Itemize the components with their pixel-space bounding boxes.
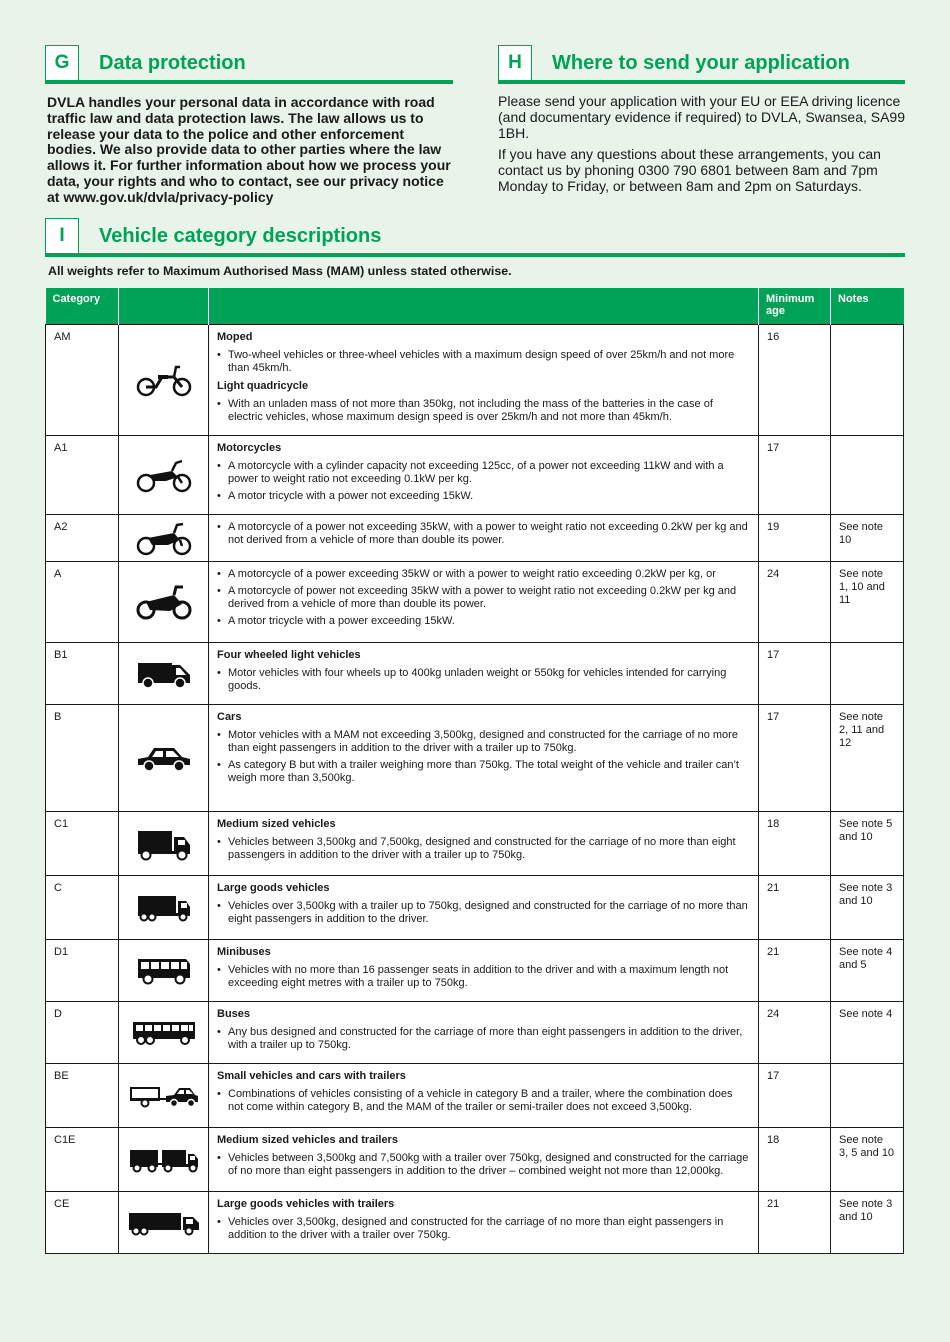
- description-item: • Vehicles with no more than 16 passenger seats in addition to the driver and with a maximum length not exceeding eight metres with a trailer up to 750kg.: [228, 964, 750, 990]
- section-i-title: Vehicle category descriptions: [99, 224, 382, 247]
- category-code: AM: [46, 325, 119, 436]
- category-notes: [831, 1064, 904, 1128]
- category-notes: [831, 643, 904, 705]
- description-list: [217, 568, 750, 628]
- minimum-age: 17: [759, 1064, 831, 1128]
- category-code: A1: [46, 436, 119, 515]
- description-item: • A motorcycle of a power not exceeding 35kW, with a power to weight ratio not exceeding 0.2kW per kg and not derived from a vehicle of more than double its power.: [228, 521, 750, 547]
- description-list: [217, 667, 750, 693]
- category-description: [209, 436, 759, 515]
- description-list: [217, 521, 750, 547]
- category-code: A: [46, 562, 119, 643]
- category-code: D1: [46, 940, 119, 1002]
- lorry-icon: [119, 876, 209, 940]
- description-item: • Vehicles between 3,500kg and 7,500kg with a trailer over 750kg, designed and constructed for the carriage of no more than eight passengers in addition to the driver – combined weight not more than 12,000kg.: [228, 1152, 750, 1178]
- category-description: [209, 812, 759, 876]
- description-item: • A motor tricycle with a power exceeding 15kW.: [228, 615, 750, 628]
- section-h-rule: [498, 80, 905, 84]
- category-notes: See note 4 and 5: [831, 940, 904, 1002]
- category-notes: See note 3 and 10: [831, 876, 904, 940]
- description-list: [217, 460, 750, 503]
- category-description: [209, 562, 759, 643]
- category-row-d1: [46, 940, 904, 1002]
- section-i-header: [45, 218, 381, 254]
- subcategory-title: Buses: [217, 1008, 251, 1020]
- category-row-c1e: [46, 1128, 904, 1192]
- table-header-row: [46, 288, 904, 325]
- subcategory-title: Small vehicles and cars with trailers: [217, 1070, 406, 1082]
- category-row-d: [46, 1002, 904, 1064]
- category-description: [209, 515, 759, 562]
- category-code: C1: [46, 812, 119, 876]
- minimum-age: 21: [759, 876, 831, 940]
- category-row-c1: [46, 812, 904, 876]
- minimum-age: 16: [759, 325, 831, 436]
- vehicle-category-table: [45, 288, 904, 1254]
- description-item: • A motorcycle of a power exceeding 35kW or with a power to weight ratio exceeding 0.2kW per kg, or: [228, 568, 750, 581]
- section-h-header: [498, 45, 850, 81]
- section-g-header: [45, 45, 246, 81]
- bus-icon: [119, 1002, 209, 1064]
- section-i-rule: [45, 253, 905, 257]
- category-description: [209, 705, 759, 812]
- category-row-c: [46, 876, 904, 940]
- category-notes: [831, 436, 904, 515]
- category-notes: See note 10: [831, 515, 904, 562]
- subcategory-title: Medium sized vehicles: [217, 818, 336, 830]
- description-item: • As category B but with a trailer weighing more than 750kg. The total weight of the vehicle and trailer can’t weigh more than 3,500kg.: [228, 759, 750, 785]
- moped-icon: [119, 325, 209, 436]
- header-icon: [119, 288, 209, 325]
- subcategory-title: Large goods vehicles: [217, 882, 330, 894]
- subcategory-title: Cars: [217, 711, 242, 723]
- category-code: B1: [46, 643, 119, 705]
- category-row-b1: [46, 643, 904, 705]
- category-notes: See note 3 and 10: [831, 1192, 904, 1254]
- category-row-b: [46, 705, 904, 812]
- description-list: [217, 349, 750, 375]
- section-g-rule: [45, 80, 453, 84]
- category-description: [209, 940, 759, 1002]
- description-list: [217, 964, 750, 990]
- category-row-a2: [46, 515, 904, 562]
- category-row-am: [46, 325, 904, 436]
- header-notes: Notes: [831, 288, 904, 325]
- category-description: [209, 876, 759, 940]
- category-description: [209, 1064, 759, 1128]
- car-icon: [119, 705, 209, 812]
- minimum-age: 17: [759, 643, 831, 705]
- description-item: • Vehicles between 3,500kg and 7,500kg, designed and constructed for the carriage of no more than eight passengers in addition to the driver with a trailer up to 750kg.: [228, 836, 750, 862]
- description-list: [217, 1088, 750, 1114]
- category-row-a1: [46, 436, 904, 515]
- description-item: • With an unladen mass of not more than 350kg, not including the mass of the batteries in the case of electric vehicles, whose maximum design speed is over 25km/h and not more than 45km/h.: [228, 398, 750, 424]
- description-item: • Motor vehicles with four wheels up to 400kg unladen weight or 550kg for vehicles intended for carrying goods.: [228, 667, 750, 693]
- category-code: C: [46, 876, 119, 940]
- minimum-age: 19: [759, 515, 831, 562]
- category-code: B: [46, 705, 119, 812]
- minimum-age: 17: [759, 436, 831, 515]
- send-application-text: [498, 94, 908, 201]
- section-h-letter: H: [498, 45, 532, 81]
- section-g-letter: G: [45, 45, 79, 81]
- description-item: • Combinations of vehicles consisting of a vehicle in category B and a trailer, where the combination does not come within category B, and the MAM of the trailer or semi-trailer does not exceed 3,500kg.: [228, 1088, 750, 1114]
- category-row-ce: [46, 1192, 904, 1254]
- minimum-age: 17: [759, 705, 831, 812]
- category-notes: See note 4: [831, 1002, 904, 1064]
- subcategory-title: Minibuses: [217, 946, 271, 958]
- minimum-age: 24: [759, 1002, 831, 1064]
- medium-lorry-icon: [119, 812, 209, 876]
- category-row-be: [46, 1064, 904, 1128]
- minimum-age: 21: [759, 1192, 831, 1254]
- category-notes: See note 2, 11 and 12: [831, 705, 904, 812]
- contact-paragraph: If you have any questions about these arrangements, you can contact us by phoning 0300 790 6801 between 8am and 7pm Monday to Friday, or between 8am and 2pm on Saturdays.: [498, 146, 881, 194]
- category-notes: [831, 325, 904, 436]
- minimum-age: 18: [759, 1128, 831, 1192]
- light-vehicle-icon: [119, 643, 209, 705]
- description-list: [217, 1026, 750, 1052]
- section-g-title: Data protection: [99, 51, 246, 74]
- description-item: • Vehicles over 3,500kg, designed and constructed for the carriage of no more than eight passengers in addition to the driver with a trailer over 750kg.: [228, 1216, 750, 1242]
- description-item: • Vehicles over 3,500kg with a trailer up to 750kg, designed and constructed for the carriage of no more than eight passengers in addition to the driver.: [228, 900, 750, 926]
- send-address-paragraph: Please send your application with your EU or EEA driving licence (and documentary evidence if required) to DVLA, Swansea, SA99 1BH.: [498, 93, 906, 141]
- minimum-age: 21: [759, 940, 831, 1002]
- category-description: [209, 1002, 759, 1064]
- description-list: [217, 1216, 750, 1242]
- description-list: [217, 398, 750, 424]
- data-protection-text: DVLA handles your personal data in accordance with road traffic law and data protection laws. The law allows us to release your data to the police and other enforcement bodies. We also provide data to other parties where the law allows it. For further information about how we process your data, your rights and who to contact, see our privacy notice at www.gov.uk/dvla/privacy-policy: [47, 94, 451, 205]
- description-list: [217, 729, 750, 785]
- subcategory-title: Medium sized vehicles and trailers: [217, 1134, 398, 1146]
- subcategory-title: Motorcycles: [217, 442, 282, 454]
- description-list: [217, 1152, 750, 1178]
- category-description: [209, 325, 759, 436]
- header-category: Category: [46, 288, 119, 325]
- motorcycle-icon: [119, 562, 209, 643]
- subcategory-title: Large goods vehicles with trailers: [217, 1198, 395, 1210]
- category-code: BE: [46, 1064, 119, 1128]
- minibus-icon: [119, 940, 209, 1002]
- light-motorcycle-icon: [119, 436, 209, 515]
- header-minimum-age: Minimum age: [759, 288, 831, 325]
- medium-motorcycle-icon: [119, 515, 209, 562]
- articulated-lorry-icon: [119, 1192, 209, 1254]
- weights-note: All weights refer to Maximum Authorised Mass (MAM) unless stated otherwise.: [48, 264, 512, 278]
- category-description: [209, 1128, 759, 1192]
- category-description: [209, 1192, 759, 1254]
- section-i-letter: I: [45, 218, 79, 254]
- category-notes: See note 1, 10 and 11: [831, 562, 904, 643]
- subcategory-title: Moped: [217, 331, 253, 343]
- section-h-title: Where to send your application: [552, 51, 850, 74]
- description-item: • Any bus designed and constructed for the carriage of more than eight passengers in addition to the driver, with a trailer up to 750kg.: [228, 1026, 750, 1052]
- car-trailer-icon: [119, 1064, 209, 1128]
- category-description: [209, 643, 759, 705]
- subcategory-title: Four wheeled light vehicles: [217, 649, 361, 661]
- category-code: C1E: [46, 1128, 119, 1192]
- description-list: [217, 836, 750, 862]
- minimum-age: 18: [759, 812, 831, 876]
- subcategory-title: Light quadricycle: [217, 380, 309, 392]
- description-item: • A motor tricycle with a power not exceeding 15kW.: [228, 490, 750, 503]
- description-item: • Motor vehicles with a MAM not exceeding 3,500kg, designed and constructed for the carriage of no more than eight passengers in addition to the driver with a trailer up to 750kg.: [228, 729, 750, 755]
- medium-lorry-trailer-icon: [119, 1128, 209, 1192]
- description-item: • Two-wheel vehicles or three-wheel vehicles with a maximum design speed of over 25km/h and not more than 45km/h.: [228, 349, 750, 375]
- description-item: • A motorcycle with a cylinder capacity not exceeding 125cc, of a power not exceeding 11kW and with a power to weight ratio not exceeding 0.1kW per kg.: [228, 460, 750, 486]
- category-notes: See note 5 and 10: [831, 812, 904, 876]
- category-code: D: [46, 1002, 119, 1064]
- category-row-a: [46, 562, 904, 643]
- category-notes: See note 3, 5 and 10: [831, 1128, 904, 1192]
- minimum-age: 24: [759, 562, 831, 643]
- category-code: CE: [46, 1192, 119, 1254]
- header-description: [209, 288, 759, 325]
- description-list: [217, 900, 750, 926]
- category-code: A2: [46, 515, 119, 562]
- description-item: • A motorcycle of power not exceeding 35kW with a power to weight ratio not exceeding 0.2kW per kg and derived from a vehicle of more than double its power.: [228, 585, 750, 611]
